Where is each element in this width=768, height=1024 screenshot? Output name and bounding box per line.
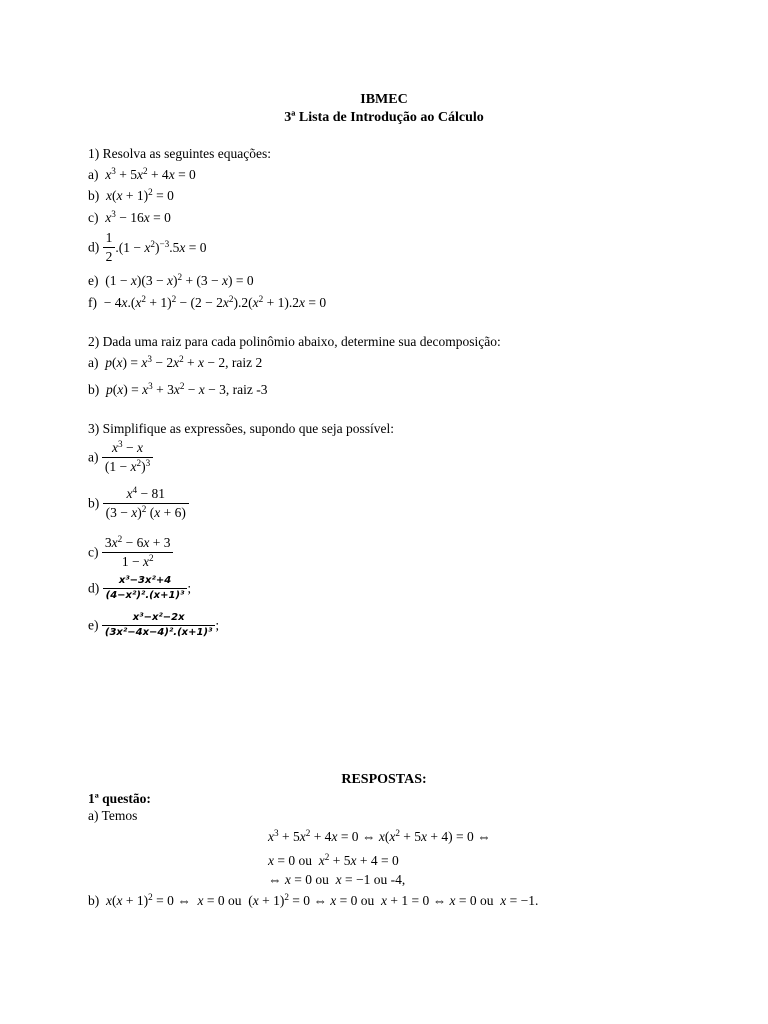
q3-label-a: a) [88,449,99,465]
q2-item-b [88,382,268,398]
answer-a-intro: a) Temos [88,808,138,823]
q1-equation-c: $x^3 - 16x = 0$ [105,208,171,225]
q1-item-c [88,210,171,226]
q3-label-c: c) [88,544,99,560]
q1-label-b: b) [88,188,100,203]
q3-label-b: b) [88,495,100,511]
q1-heading: 1) Resolva as seguintes equações: [88,146,271,161]
q1-equation-a: $x^3 + 5x^2 + 4x = 0$ [105,165,196,182]
q3-item-e: e) $\frac{\text{x³−x²−2x}}{\text{(3x²−4x−4)².(x+1)³}}$ ; [88,612,220,638]
q1-item-e [88,273,254,289]
institution-title: IBMEC [360,92,408,107]
q2-root-b: , raiz -3 [225,382,268,397]
q1-item-b [88,188,174,204]
q3-item-b [88,486,189,521]
answer-a-line-1: $x^3 + 5x^2 + 4x = 0$ ⇔ $x(x^2 + 5x + 4) = 0$ ⇔ [268,827,491,844]
q1-item-a [88,167,196,183]
q1-item-d [88,230,206,265]
q1-fraction-half: $\frac{1}{2}$ [103,230,116,265]
q1-label-e: e) [88,273,99,288]
answer-b-line: b) $x(x + 1)^2 = 0$ ⇔ x = 0 ou $(x + 1)^2 = 0$ ⇔ x = 0 ou x + 1 = 0 ⇔ x = 0 ou x = −1. [88,891,539,908]
q3-fraction-a: $\frac{x^3 - x}{(1 - x^2)^3}$ [102,440,153,475]
q2-root-a: , raiz 2 [225,355,263,370]
q2-polynomial-a: $p(x) = x^3 - 2x^2 + x - 2$ [105,353,226,370]
list-title: 3ª Lista de Introdução ao Cálculo [284,110,484,125]
q2-label-a: a) [88,355,99,370]
q3-item-a [88,440,153,475]
q3-label-d: d) [88,580,100,596]
answers-q1-heading: 1ª questão: [88,791,151,806]
answer-a-line-3: ⇔ x = 0 ou x = −1 ou -4, [268,872,406,887]
q3-item-d: d) $\frac{\text{x³−3x²+4}}{\text{(4−x²)².(x+1)³}}$ ; [88,575,192,601]
q3-fraction-b: $\frac{x^4 - 81}{(3 - x)^2 (x + 6)}$ [103,486,189,521]
q3-fraction-e: $\frac{\text{x³−x²−2x}}{\text{(3x²−4x−4)².(x+1)³}}$ [102,612,216,639]
q1-equation-f: − $4x.(x^2 + 1)^2 - (2 - 2x^2).2(x^2 + 1).2x = 0$ [100,293,327,310]
q2-item-a [88,355,262,371]
q1-equation-d: $.(1 - x^2)^{-3}.5x = 0$ [115,238,207,255]
q3-item-c [88,535,173,570]
q1-label-d: d) [88,239,100,255]
q1-label-f: f) [88,295,97,310]
answer-a-line-2: x = 0 ou $x^2 + 5x + 4 = 0$ [268,851,399,868]
q3-label-e: e) [88,617,99,633]
answer-b-label: b) [88,893,100,908]
q3-heading: 3) Simplifique as expressões, supondo que seja possível: [88,421,394,436]
q3-fraction-d: $\frac{\text{x³−3x²+4}}{\text{(4−x²)².(x+1)³}}$ [103,575,188,602]
q2-polynomial-b: $p(x) = x^3 + 3x^2 - x - 3$ [106,380,226,397]
q1-equation-b: $x(x + 1)^2 = 0$ [106,186,174,203]
q1-label-a: a) [88,167,99,182]
q3-fraction-c: $\frac{3x^2 - 6x + 3}{1 - x^2}$ [102,535,174,570]
q1-item-f [88,295,326,311]
q1-label-c: c) [88,210,99,225]
q2-heading: 2) Dada uma raiz para cada polinômio abaixo, determine sua decomposição: [88,334,501,349]
q1-equation-e: $(1 - x)(3 - x)^2 + (3 - x) = 0$ [101,271,254,288]
q2-label-b: b) [88,382,100,397]
answers-heading: RESPOSTAS: [341,772,427,787]
